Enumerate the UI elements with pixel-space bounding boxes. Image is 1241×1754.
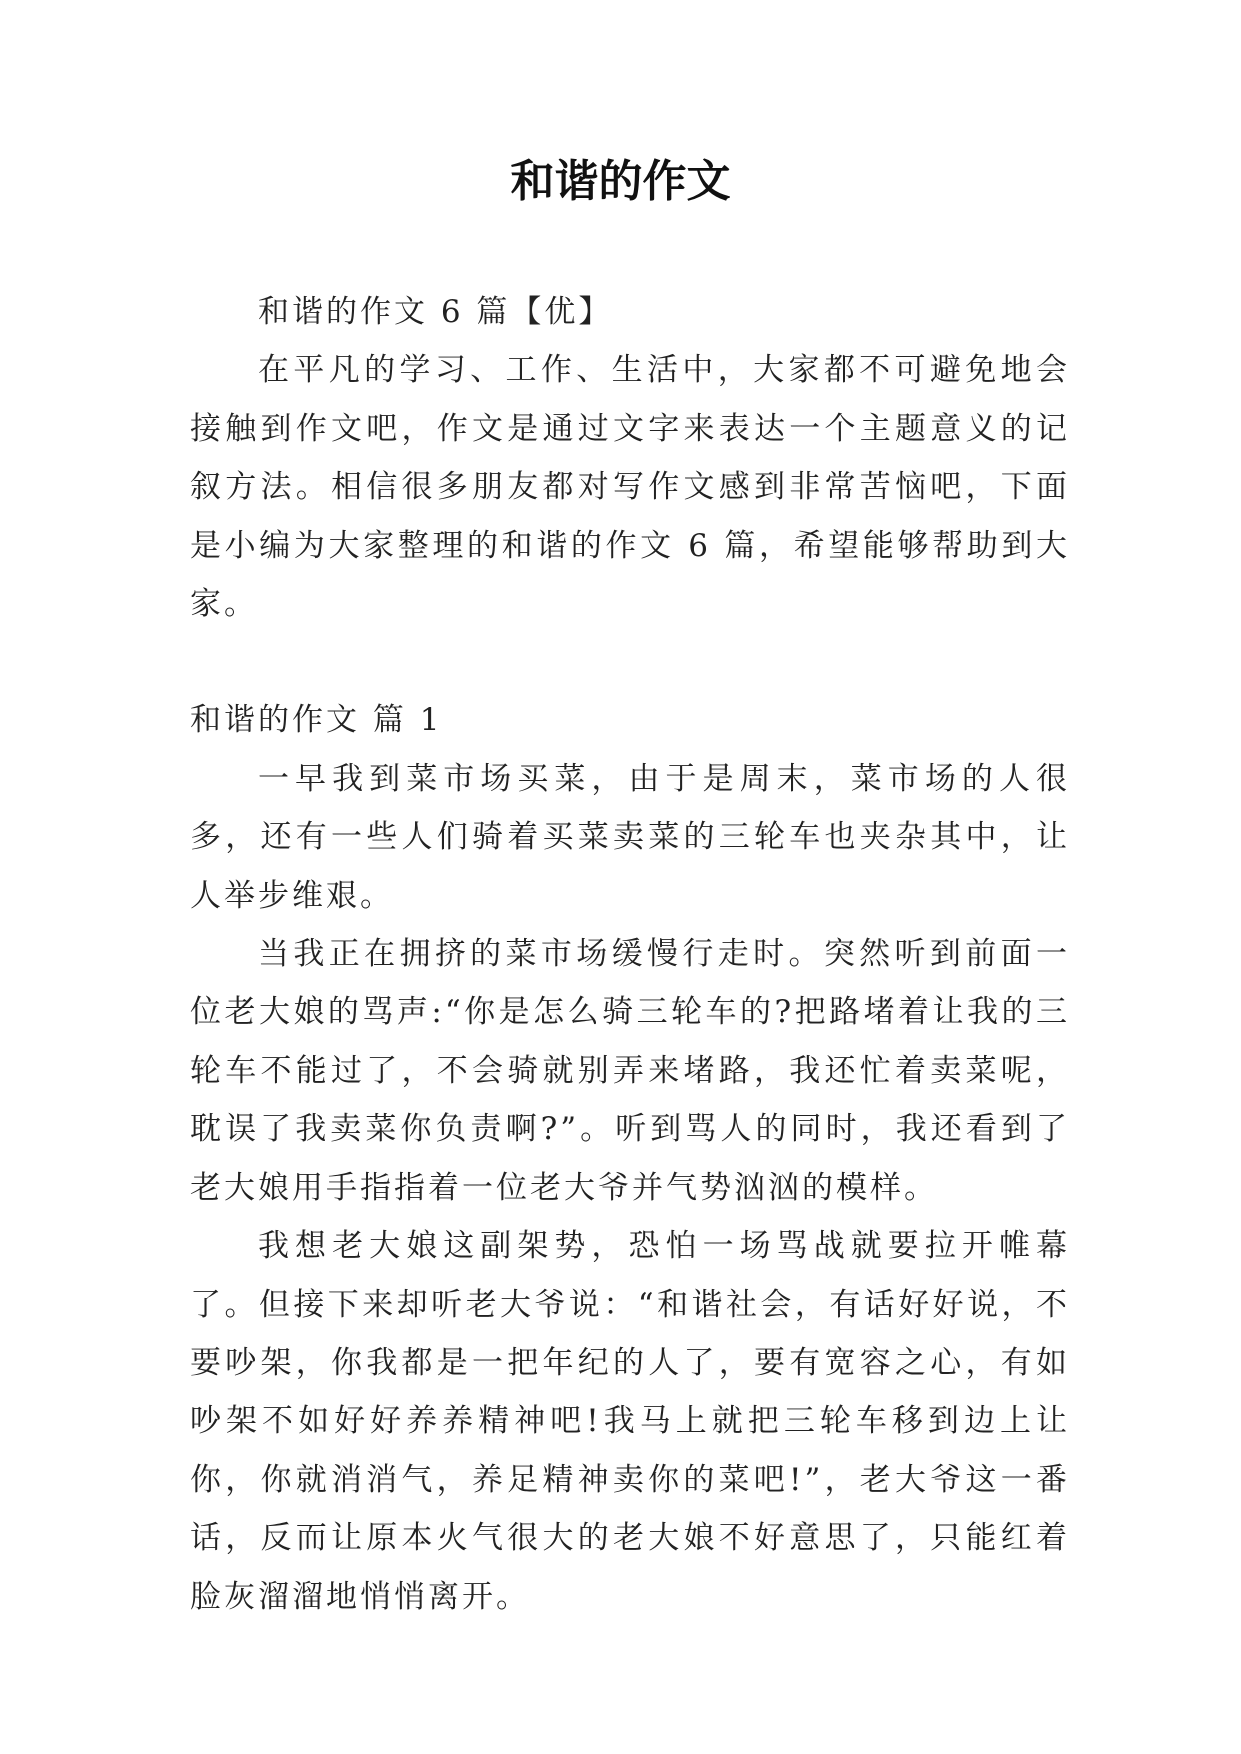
body-paragraph-3: 我想老大娘这副架势，恐怕一场骂战就要拉开帷幕了。但接下来却听老大爷说：“和谐社会，有话好好说，不要吵架，你我都是一把年纪的人了，要有宽容之心，有如吵架不如好好养养精神吧!我马上就把三轮车移到边上让你，你就消消气，养足精神卖你的菜吧!”，老大爷这一番话，反而让原本火气很大的老大娘不好意思了，只能红着脸灰溜溜地悄悄离开。 (190, 1228, 1070, 1615)
section-heading: 和谐的作文 篇 1 (190, 702, 443, 739)
intro-paragraph: 在平凡的学习、工作、生活中，大家都不可避免地会接触到作文吧，作文是通过文字来表达一个主题意义的记叙方法。相信很多朋友都对写作文感到非常苦恼吧，下面是小编为大家整理的和谐的作文 6 篇，希望能够帮助到大家。 (190, 352, 1070, 623)
body-paragraph-2: 当我正在拥挤的菜市场缓慢行走时。突然听到前面一位老大娘的骂声:“你是怎么骑三轮车的?把路堵着让我的三轮车不能过了，不会骑就别弄来堵路，我还忙着卖菜呢，耽误了我卖菜你负责啊?”。听到骂人的同时，我还看到了老大娘用手指指着一位老大爷并气势汹汹的模样。 (190, 936, 1070, 1206)
document-title: 和谐的作文 (510, 156, 731, 207)
body-paragraph-1: 一早我到菜市场买菜，由于是周末，菜市场的人很多，还有一些人们骑着买菜卖菜的三轮车也夹杂其中，让人举步维艰。 (190, 760, 1070, 914)
document-body (190, 283, 1070, 1626)
document-subtitle: 和谐的作文 6 篇【优】 (258, 294, 613, 330)
